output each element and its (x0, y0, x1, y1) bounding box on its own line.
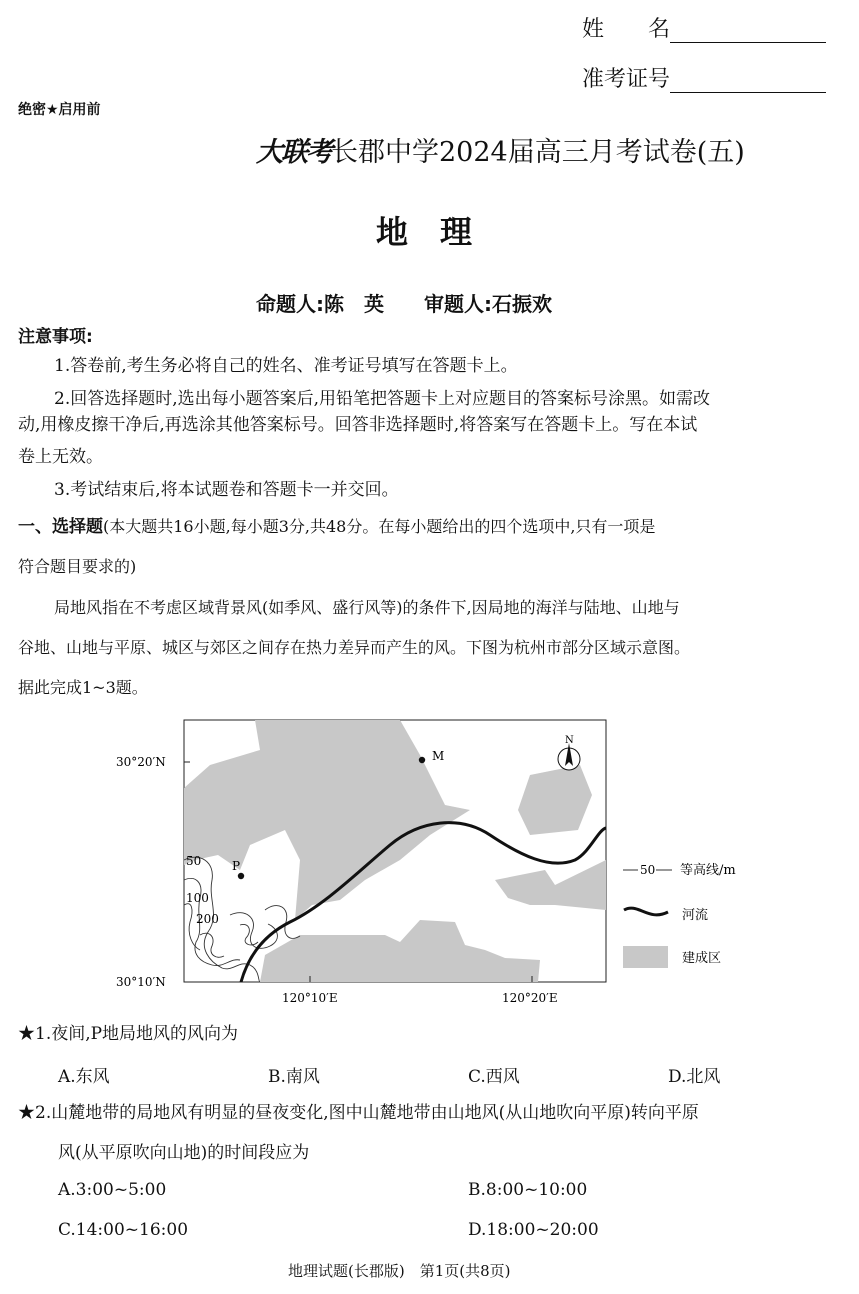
legend-river-swatch (624, 908, 668, 915)
id-blank[interactable] (670, 62, 826, 93)
note-1: 1.答卷前,考生务必将自己的姓名、准考证号填写在答题卡上。 (54, 356, 518, 376)
lon-left-label: 120°10′E (282, 991, 338, 1005)
q1-option-c[interactable]: C.西风 (468, 1067, 520, 1087)
passage-line-3: 据此完成1~3题。 (18, 678, 148, 697)
lon-right-label: 120°20′E (502, 991, 558, 1005)
q1-option-d[interactable]: D.北风 (668, 1067, 721, 1087)
legend-built-label: 建成区 (682, 951, 722, 966)
hangzhou-map-figure (100, 710, 760, 1010)
question-2-stem-a: ★2.山麓地带的局地风有明显的昼夜变化,图中山麓地带由山地风(从山地吹向平原)转向平原 (18, 1103, 699, 1123)
name-label: 姓 名 (582, 17, 671, 42)
section-title: 一、选择题 (18, 517, 103, 537)
question-1-stem: ★1.夜间,P地局地风的风向为 (18, 1024, 239, 1044)
lat-bottom-label: 30°10′N (116, 975, 166, 989)
title-text: 长郡中学2024届高三月考试卷(五) (331, 137, 745, 168)
section-heading (18, 515, 843, 539)
passage-line-2: 谷地、山地与平原、城区与郊区之间存在热力差异而产生的风。下图为杭州市部分区域示意图。 (18, 638, 691, 657)
id-field (582, 62, 826, 93)
q2-option-a[interactable]: A.3:00~5:00 (58, 1180, 167, 1200)
brand-logo: 大联考 (256, 137, 331, 168)
name-field (582, 12, 826, 43)
contour-label-200: 200 (196, 912, 219, 926)
section-desc-2: 符合题目要求的) (18, 557, 137, 576)
point-p-marker (238, 873, 244, 879)
passage-line-1: 局地风指在不考虑区域背景风(如季风、盛行风等)的条件下,因局地的海洋与陆地、山地与 (54, 598, 680, 617)
name-blank[interactable] (670, 12, 826, 43)
q2-option-d[interactable]: D.18:00~20:00 (468, 1220, 599, 1240)
q2-option-c[interactable]: C.14:00~16:00 (58, 1220, 189, 1240)
legend-river-label: 河流 (682, 908, 709, 923)
authors: 命题人:陈 英 审题人:石振欢 (256, 292, 552, 316)
section-desc: (本大题共16小题,每小题3分,共48分。在每小题给出的四个选项中,只有一项是 (103, 517, 656, 536)
note-2a: 2.回答选择题时,选出每小题答案后,用铅笔把答题卡上对应题目的答案标号涂黑。如需改 (54, 389, 711, 409)
subject-title: 地 理 (376, 213, 473, 251)
note-2c: 卷上无效。 (18, 447, 103, 467)
lat-top-label: 30°20′N (116, 755, 166, 769)
q2-option-b[interactable]: B.8:00~10:00 (468, 1180, 588, 1200)
q1-option-a[interactable]: A.东风 (58, 1067, 110, 1087)
id-label: 准考证号 (582, 67, 671, 92)
exam-title (256, 130, 745, 169)
contour-label-50: 50 (186, 854, 202, 868)
legend-contour-label: 等高线/m (680, 863, 736, 878)
north-label: N (565, 735, 574, 746)
legend-contour-sample: 50 (640, 863, 656, 877)
notes-heading: 注意事项: (18, 327, 93, 347)
question-2-stem-b: 风(从平原吹向山地)的时间段应为 (58, 1143, 310, 1163)
point-p-label: P (232, 859, 241, 873)
q1-option-b[interactable]: B.南风 (268, 1067, 320, 1087)
point-m-label: M (432, 749, 445, 763)
page-footer: 地理试题(长郡版) 第1页(共8页) (288, 1262, 511, 1280)
contour-label-100: 100 (186, 891, 209, 905)
secret-mark: 绝密★启用前 (18, 102, 101, 118)
legend-built-swatch (623, 946, 668, 968)
note-2b: 动,用橡皮擦干净后,再选涂其他答案标号。回答非选择题时,将答案写在答题卡上。写在本试 (18, 415, 698, 435)
map-legend (623, 862, 736, 968)
point-m-marker (419, 757, 425, 763)
note-3: 3.考试结束后,将本试题卷和答题卡一并交回。 (54, 480, 399, 500)
